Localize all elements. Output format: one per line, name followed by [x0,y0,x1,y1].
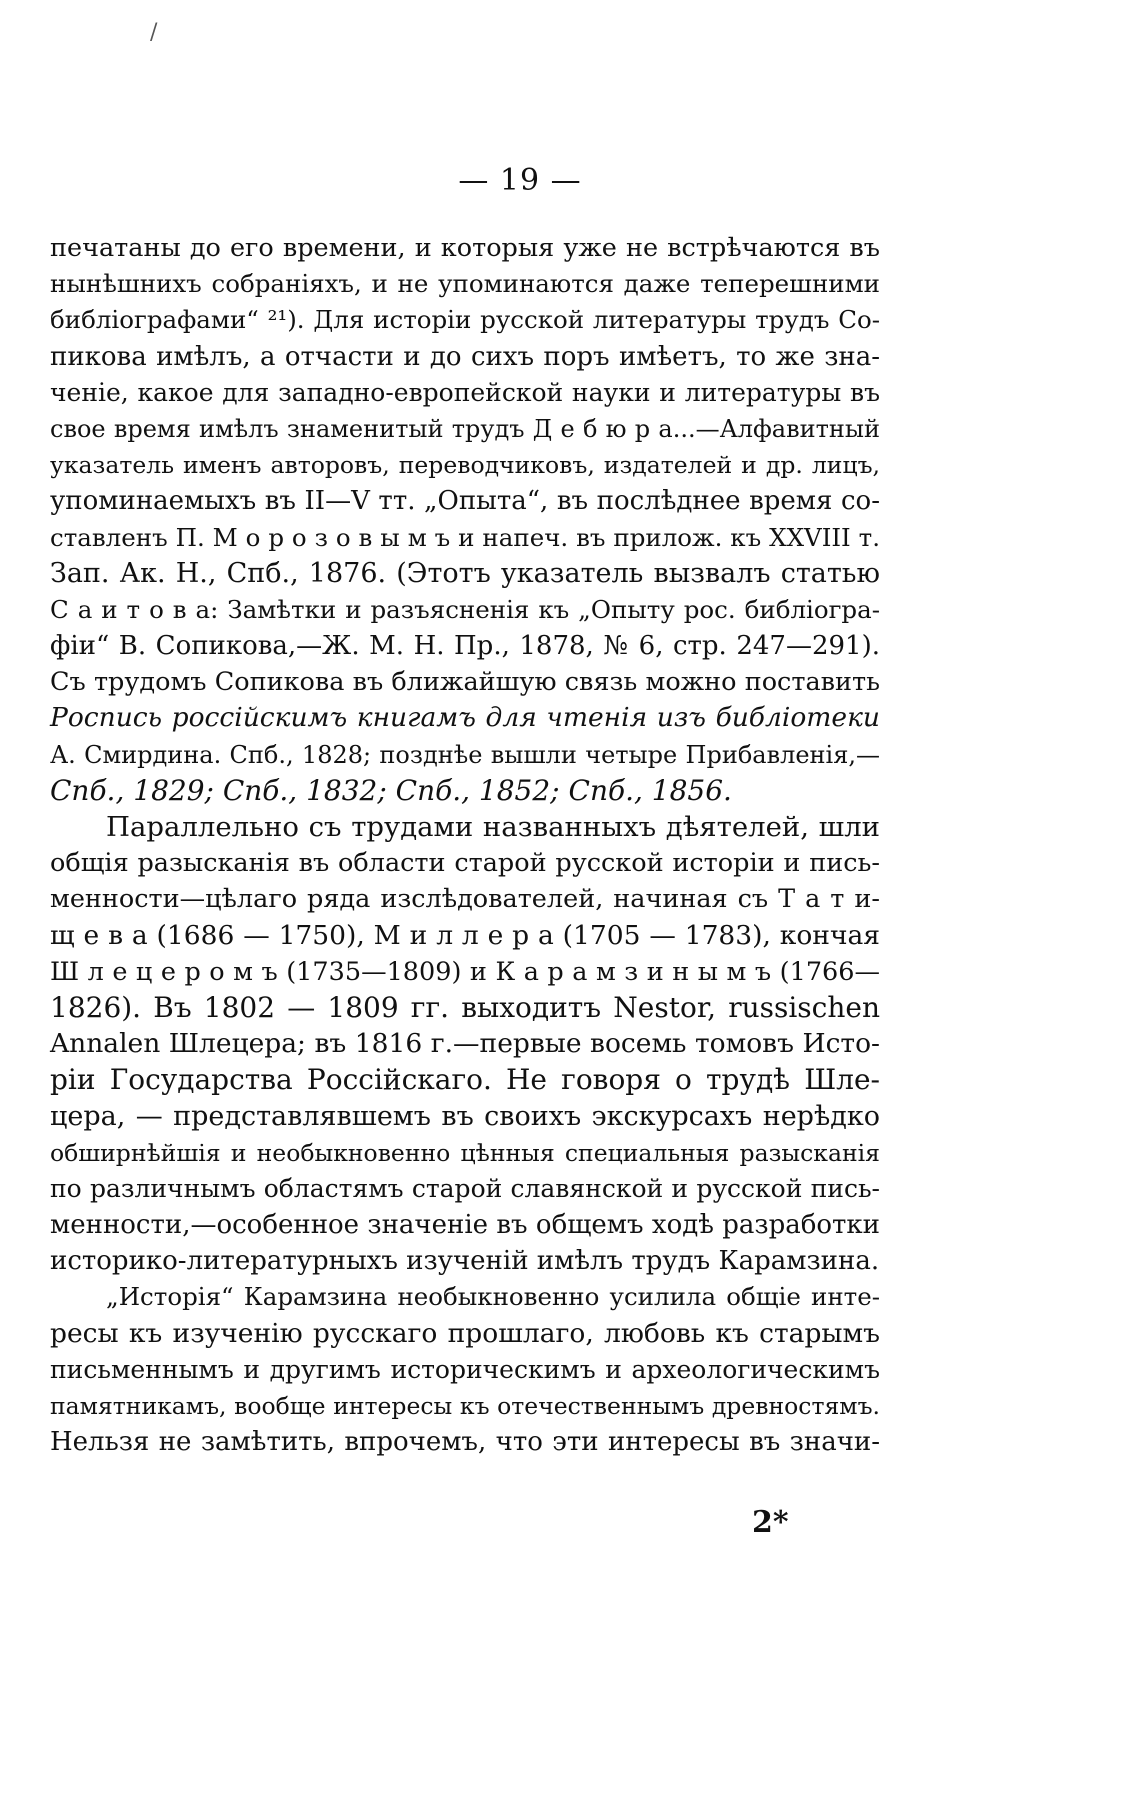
text-line: письменнымъ и другимъ историческимъ и археологическимъ [50,1354,880,1384]
body-text [50,230,880,1460]
text-line: А. Смирдина. Спб., 1828; позднѣе вышли четыре Прибавленія,— [50,740,880,769]
text-line: „Исторія“ Карамзина необыкновенно усилила общіе инте- [106,1282,880,1312]
signature-mark: 2* [752,1505,789,1540]
text-line: печатаны до его времени, и которыя уже не встрѣчаются въ [50,233,880,263]
text-line: Спб., 1829; Спб., 1832; Спб., 1852; Спб., 1856. [50,773,732,807]
text-line: менности—цѣлаго ряда изслѣдователей, начиная съ Т а т и- [50,884,880,915]
text-line: указатель именъ авторовъ, переводчиковъ, издателей и др. лицъ, [50,451,880,480]
text-line: пикова имѣлъ, а отчасти и до сихъ поръ имѣетъ, то же зна- [50,341,880,372]
text-line: щ е в а (1686 — 1750), М и л л е р а (1705 — 1783), кончая [50,919,880,951]
text-line: обширнѣйшія и необыкновенно цѣнныя специальныя разысканія [50,1138,880,1167]
text-line: Роспись россійскимъ книгамъ для чтенія изъ библіотеки [50,702,880,734]
text-line: библіографами“ ²¹). Для исторіи русской литературы трудъ Со- [50,305,880,335]
text-line: ріи Государства Россійскаго. Не говоря о трудѣ Шле- [50,1063,880,1097]
page-number: — 19 — [458,163,582,198]
text-line: свое время имѣлъ знаменитый трудъ Д е б ю р а...—Алфавитный [50,414,880,443]
text-line: памятникамъ, вообще интересы къ отечественнымъ древностямъ. [50,1392,880,1420]
text-line: нынѣшнихъ собраніяхъ, и не упоминаются даже теперешними [50,269,880,299]
text-line: Ш л е ц е р о м ъ (1735—1809) и К а р а м з и н ы м ъ (1766— [50,956,880,987]
text-line: фіи“ В. Сопикова,—Ж. М. Н. Пр., 1878, № 6, стр. 247—291). [50,631,880,662]
text-line: Зап. Ак. Н., Спб., 1876. (Этотъ указатель вызвалъ статью [50,557,880,589]
text-line: по различнымъ областямъ старой славянской и русской пись- [50,1173,880,1203]
text-line: ченіе, какое для западно-европейской науки и литературы въ [50,377,880,407]
text-line: ресы къ изученію русскаго прошлаго, любовь къ старымъ [50,1317,880,1349]
text-line: историко-литературныхъ изученій имѣлъ трудъ Карамзина. [50,1246,880,1277]
text-line: 1826). Въ 1802 — 1809 гг. выходитъ Nestor, russischen [50,990,880,1024]
stray-mark: / [150,20,158,45]
text-line: Съ трудомъ Сопикова въ ближайшую связь можно поставить [50,667,880,698]
text-line: Нельзя не замѣтить, впрочемъ, что эти интересы въ значи- [50,1427,880,1458]
text-line: менности,—особенное значеніе въ общемъ ходѣ разработки [50,1210,880,1241]
text-line: С а и т о в а: Замѣтки и разъясненія къ „Опыту рос. библіогра- [50,594,880,624]
text-line: ставленъ П. М о р о з о в ы м ъ и напеч. въ прилож. къ XXVIII т. [50,522,880,552]
text-line: Annalen Шлецера; въ 1816 г.—первые восемь томовъ Исто- [50,1028,880,1060]
text-line: Параллельно съ трудами названныхъ дѣятелей, шли [106,811,880,843]
text-line: общія разысканія въ области старой русской исторіи и пись- [50,848,880,879]
text-line: цера, — представлявшемъ въ своихъ экскурсахъ нерѣдко [50,1100,880,1132]
text-line: упоминаемыхъ въ II—V тт. „Опыта“, въ послѣднее время со- [50,486,880,517]
